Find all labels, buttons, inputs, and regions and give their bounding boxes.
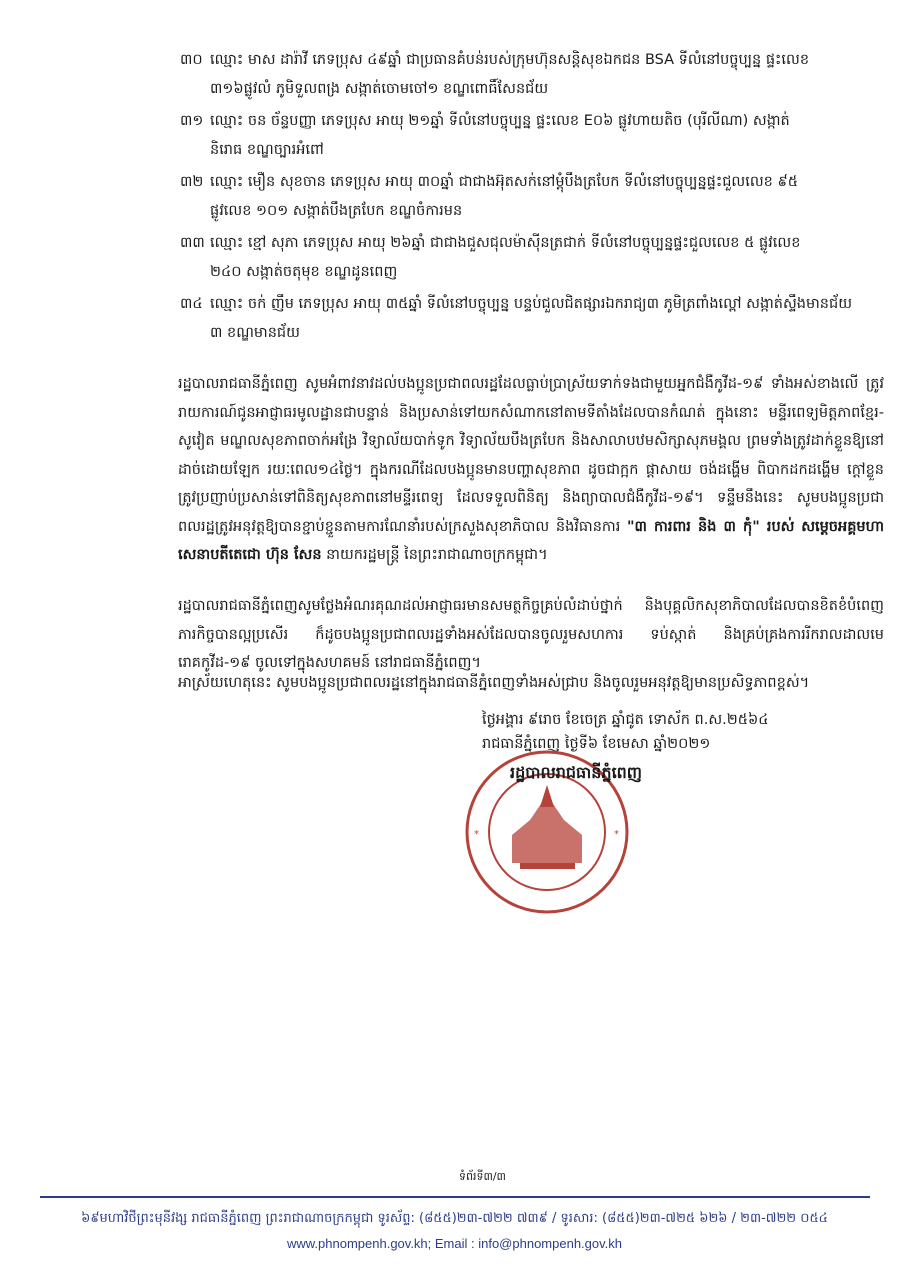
item-text-continued: ៣ ខណ្ឌមានជ័យ xyxy=(210,325,300,341)
item-number: ៣០ xyxy=(180,52,203,68)
item-text-continued: ២៤០ សង្កាត់ចតុមុខ ខណ្ឌដូនពេញ xyxy=(210,264,398,280)
item-number: ៣២ xyxy=(180,174,204,190)
page-number: ទំព័រទី៣/៣ xyxy=(459,1170,506,1183)
item-text: ឈ្មោះ ខ្មៅ សុភា ភេទប្រុស អាយុ ២៦ឆ្នាំ ជាជាងជួសជុលម៉ាស៊ីនត្រជាក់ ទីលំនៅបច្ចុប្បន្នផ្ទះជួលលេខ ៥ ផ្លូវលេខ xyxy=(210,235,801,251)
svg-text:*: * xyxy=(614,829,619,840)
item-text: ឈ្មោះ មាស ដារ៉ាវី ភេទប្រុស ៤៩ឆ្នាំ ជាប្រធានគំបន់របស់ក្រុមហ៊ុនសន្តិសុខឯកជន BSA ទីលំនៅបច្ចុប្បន្ន ផ្ទះលេខ xyxy=(210,52,810,68)
solar-date: រាជធានីភ្នំពេញ ថ្ងៃទី៦ ខែមេសា ឆ្នាំ២០២១ xyxy=(482,736,711,752)
appeal-end: នាយករដ្ឋមន្ត្រី នៃព្រះរាជាណាចក្រកម្ពុជា។ xyxy=(326,547,548,563)
list-item xyxy=(180,229,880,287)
list-item xyxy=(180,290,880,348)
closing-paragraph: អាស្រ័យហេតុនេះ សូមបងប្អូនប្រជាពលរដ្ឋនៅក្នុងរាជធានីភ្នំពេញទាំងអស់ជ្រាប និងចូលរួមអនុវត្តឱ្យមានប្រសិទ្ធភាពខ្ពស់។ xyxy=(178,675,810,691)
appeal-quote: "៣ ការពារ និង ៣ កុំ" របស់ xyxy=(627,518,795,535)
list-item xyxy=(180,168,880,226)
appeal-text: រដ្ឋបាលរាជធានីភ្នំពេញ សូមអំពាវនាវដល់បងប្អូនប្រជាពលរដ្ឋដែលធ្លាប់ប្រាស្រ័យទាក់ទងជាមួយអ្នកជំងឺកូវីដ-១៩ ទាំងអស់ខាងលើ ត្រូវរាយការណ៍ជូនអាជ្ញាធរមូលដ្ឋានជាបន្ទាន់ និងប្រសាន់ទៅយកសំណាកនៅតាមទីតាំងដែលបានកំណត់ ក្នុងនោះ មន្ទីរពេទ្យមិត្តភាពខ្មែរ-សូវៀត មណ្ឌលសុខភាពចាក់អង្រែ វិទ្យាល័យបាក់ទូក វិទ្យាល័យបឹងត្របែក និងសាលាបឋមសិក្សាសុភមង្គល ព្រមទាំងត្រូវដាក់ខ្លួនឱ្យនៅដាច់ដោយឡែក រយៈពេល១៤ថ្ងៃ។ ក្នុងករណីដែលបងប្អូនមានបញ្ហាសុខភាព ដូចជាក្អក ផ្តាសាយ ចង់ដង្ហើម ពិបាកដកដង្ហើម ក្តៅខ្លួន ត្រូវប្រញាប់ប្រសាន់ទៅពិនិត្យសុខភាពនៅមន្ទីរពេទ្យ ដែលទទួលពិនិត្យ និងព្យាបាលជំងឺកូវីដ-១៩។ ទន្ទឹមនឹងនេះ សូមបងប្អូនប្រជាពលរដ្ឋត្រូវអនុវត្តឱ្យបានខ្ជាប់ខ្ជួនតាមការណែនាំរបស់ក្រសួងសុខាភិបាល និងវិធានការ xyxy=(178,376,884,535)
signature-title: រដ្ឋបាលរាជធានីភ្នំពេញ xyxy=(510,763,643,782)
list-item xyxy=(180,46,880,104)
item-number: ៣១ xyxy=(180,113,204,129)
lunar-date: ថ្ងៃអង្គារ ៩រោច ខែចេត្រ ឆ្នាំជូត ទោស័ក ព.ស.២៥៦៤ xyxy=(482,712,769,728)
item-text: ឈ្មោះ មឿន សុខចាន ភេទប្រុស អាយុ ៣០ឆ្នាំ ជាជាងអ៊ុតសក់នៅម្តុំបឹងត្របែក ទីលំនៅបច្ចុប្បន្នផ្ទះជួលលេខ ៩៥ xyxy=(210,174,798,190)
footer-contact: www.phnompenh.gov.kh; Email : info@phnompenh.gov.kh xyxy=(286,1236,623,1251)
item-text-continued: ផ្លូវលេខ ១០១ សង្កាត់បឹងត្របែក ខណ្ឌចំការមន xyxy=(210,203,463,219)
svg-text:*: * xyxy=(474,829,479,840)
item-text-continued: ៣១៦ផ្លូវលំ ភូមិទួលពង្រ សង្កាត់ចោមចៅ១ ខណ្ឌពោធិ៍សែនជ័យ xyxy=(210,81,549,97)
item-number: ៣៣ xyxy=(180,235,205,251)
item-number: ៣៤ xyxy=(180,296,203,312)
footer-address: ៦៩មហាវិថីព្រះមុនីវង្ស រាជធានីភ្នំពេញ ព្រះរាជាណាចក្រកម្ពុជា ទូរស័ព្ទ: (៨៥៥)២៣-៧២២ ៧៣៩ / ទូរសារ: (៨៥៥)២៣-៧២៥ ៦២៦ / ២៣-៧២២ ០៥៤ xyxy=(81,1211,828,1226)
item-text-continued: និរោធ ខណ្ឌច្បារអំពៅ xyxy=(210,142,324,158)
footer-divider xyxy=(40,1196,870,1198)
item-text: ឈ្មោះ ចន ច័ន្ទបញ្ញា ភេទប្រុស អាយុ ២១ឆ្នាំ ទីលំនៅបច្ចុប្បន្ន ផ្ទះលេខ E០៦ ផ្លូវហាយតិច (បុរីលីណា) សង្កាត់ xyxy=(210,113,790,129)
appeal-leader-name: សម្តេចអគ្គមហាសេនាបតីតេជោ ហ៊ុន សែន xyxy=(178,518,885,563)
appeal-paragraph xyxy=(178,370,884,570)
case-list xyxy=(180,46,880,351)
item-text: ឈ្មោះ ចក់ ញឹម ភេទប្រុស អាយុ ៣៥ឆ្នាំ ទីលំនៅបច្ចុប្បន្ន បន្ទប់ជួលជិតផ្សារឯករាជ្យ៣ ភូមិត្រពាំងល្ពៅ សង្កាត់ស្ទឹងមានជ័យ xyxy=(210,296,853,312)
list-item xyxy=(180,107,880,165)
thanks-paragraph: រដ្ឋបាលរាជធានីភ្នំពេញសូមថ្លែងអំណរគុណដល់អាជ្ញាធរមានសមត្ថកិច្ចគ្រប់លំដាប់ថ្នាក់ និងបុគ្គលិកសុខាភិបាលដែលបានខិតខំបំពេញភារកិច្ចបានល្អប្រសើរ ក៏ដូចបងប្អូនប្រជាពលរដ្ឋទាំងអស់ដែលបានចូលរួមសហការ ទប់ស្កាត់ និងគ្រប់គ្រងការរីករាលដាលមេរោគកូវីដ-១៩ ចូលទៅក្នុងសហគមន៍ នៅរាជធានីភ្នំពេញ។ xyxy=(178,598,884,671)
